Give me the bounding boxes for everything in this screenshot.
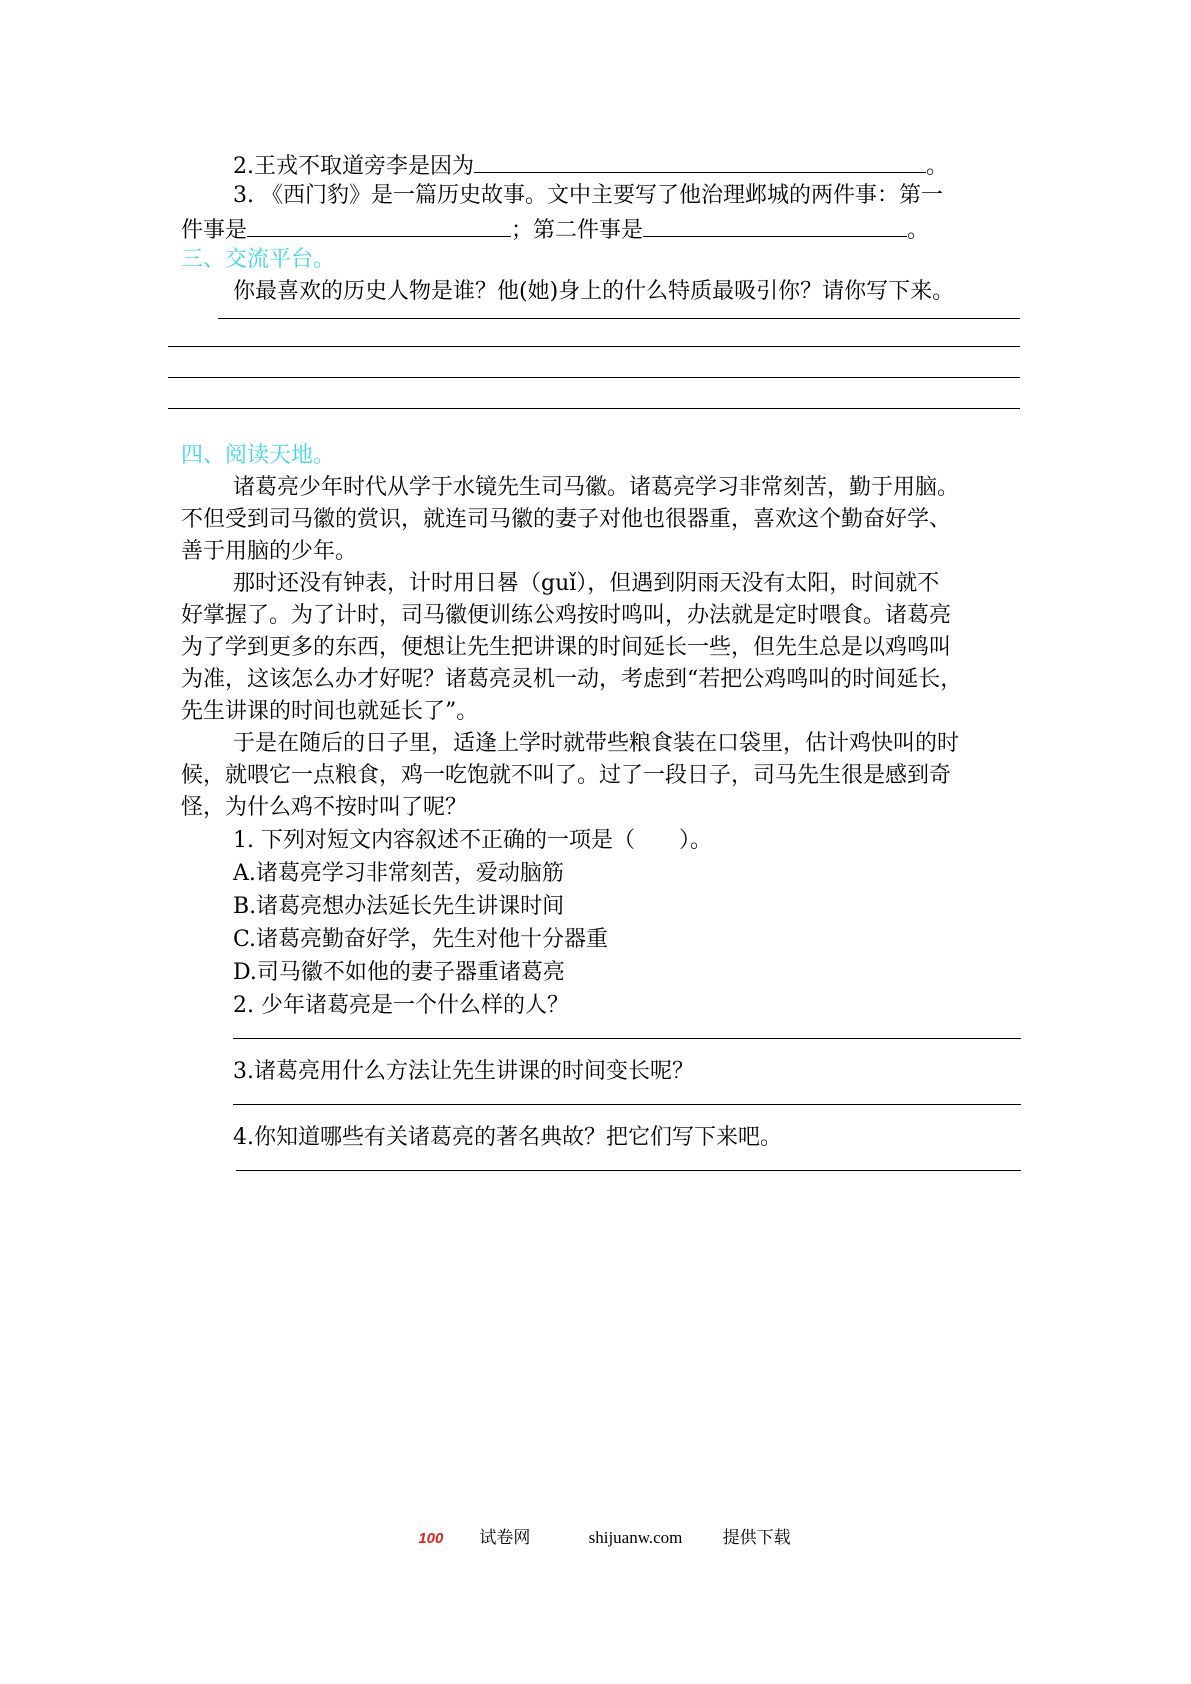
- option-c[interactable]: C.诸葛亮勤奋好学，先生对他十分器重: [233, 927, 609, 952]
- passage-p3-line2: 候，就喂它一点粮食，鸡一吃饱就不叫了。过了一段日子，司马先生很是感到奇: [181, 763, 952, 788]
- answer-line[interactable]: [233, 1038, 1021, 1039]
- answer-line[interactable]: [168, 346, 1020, 347]
- section-3-heading: 三、交流平台。: [181, 247, 336, 272]
- logo-text: 试卷网: [479, 1528, 531, 1547]
- answer-line[interactable]: [236, 1170, 1021, 1171]
- question-3-line-1: 3. 《西门豹》是一篇历史故事。文中主要写了他治理邺城的两件事：第一: [233, 183, 943, 208]
- answer-blank[interactable]: [247, 212, 511, 237]
- question-2-line: 2.王戎不取道旁李是因为 。: [233, 148, 1021, 183]
- footer-logo: [400, 1528, 548, 1547]
- option-d[interactable]: D.司马徽不如他的妻子器重诸葛亮: [233, 960, 565, 985]
- footer-slogan: 提供下载: [722, 1528, 791, 1547]
- answer-line[interactable]: [168, 408, 1020, 409]
- answer-blank[interactable]: [643, 212, 907, 237]
- passage-p1-line2: 不但受到司马徽的赏识，就连司马徽的妻子对他也很器重，喜欢这个勤奋好学、: [181, 507, 952, 532]
- question-3-line-2: 件事是 ；第二件事是 。: [181, 212, 1021, 247]
- footer-site[interactable]: shijuanw.com: [588, 1528, 683, 1547]
- page-footer: [0, 1526, 1191, 1551]
- passage-p2-line2: 好掌握了。为了计时，司马徽便训练公鸡按时鸣叫，办法就是定时喂食。诸葛亮: [181, 603, 952, 628]
- answer-blank[interactable]: [474, 148, 926, 173]
- section-3-prompt: 你最喜欢的历史人物是谁？他(她)身上的什么特质最吸引你？请你写下来。: [233, 279, 955, 304]
- reading-question-4: 4.你知道哪些有关诸葛亮的著名典故？把它们写下来吧。: [233, 1125, 782, 1150]
- reading-question-1: 1. 下列对短文内容叙述不正确的一项是（ ）。: [233, 828, 712, 853]
- option-b[interactable]: B.诸葛亮想办法延长先生讲课时间: [233, 894, 565, 919]
- passage-p2-line4: 为准，这该怎么办才好呢？诸葛亮灵机一动，考虑到“若把公鸡鸣叫的时间延长，: [181, 667, 963, 692]
- passage-p2-line3: 为了学到更多的东西，便想让先生把讲课的时间延长一些，但先生总是以鸡鸣叫: [181, 635, 952, 660]
- passage-p3-line1: 于是在随后的日子里，适逢上学时就带些粮食装在口袋里，估计鸡快叫的时: [233, 731, 960, 756]
- answer-line[interactable]: [218, 318, 1020, 319]
- passage-p3-line3: 怪，为什么鸡不按时叫了呢？: [181, 795, 468, 820]
- section-4-heading: 四、阅读天地。: [181, 443, 336, 468]
- logo-number: 100: [418, 1530, 444, 1547]
- reading-question-3: 3.诸葛亮用什么方法让先生讲课的时间变长呢？: [233, 1059, 694, 1084]
- answer-line[interactable]: [233, 1104, 1021, 1105]
- passage-p2-line1: 那时还没有钟表，计时用日晷（guǐ），但遇到阴雨天没有太阳，时间就不: [233, 571, 940, 596]
- option-a[interactable]: A.诸葛亮学习非常刻苦，爱动脑筋: [233, 861, 564, 886]
- passage-p2-line5: 先生讲课的时间也就延长了”。: [181, 699, 479, 724]
- passage-p1-line3: 善于用脑的少年。: [181, 539, 358, 564]
- answer-line[interactable]: [168, 377, 1020, 378]
- reading-question-2: 2. 少年诸葛亮是一个什么样的人？: [233, 993, 569, 1018]
- passage-p1-line1: 诸葛亮少年时代从学于水镜先生司马徽。诸葛亮学习非常刻苦，勤于用脑。: [233, 475, 960, 500]
- question-2-text: 2.王戎不取道旁李是因为: [233, 154, 474, 179]
